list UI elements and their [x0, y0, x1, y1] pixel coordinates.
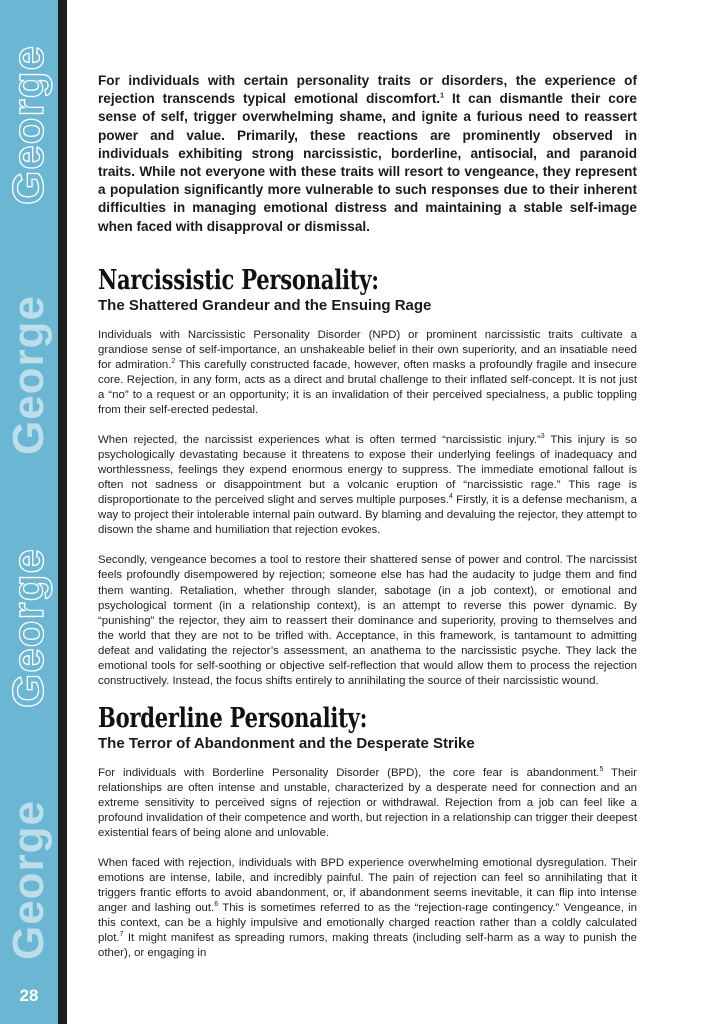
body-paragraph: When faced with rejection, individuals with BPD experience overwhelming emotional dysregulation. Their emotions are intense, labile, and incredibly painful. The pain of rejection can feel so annihilating that it triggers frantic efforts to avoid abandonment, or, if abandonment seems inevitable, it can flip into intense anger and lashing out.$^6$ This is sometimes referred to as the “rejection-rage contingency.” Vengeance, in this context, can be a highly impulsive and emotionally charged reaction rather than a coldly calculated plot.$^7$ It might manifest as spreading rumors, making threats (including self-harm as a way to punish the other), or engaging in [98, 857, 638, 960]
sidebar-edge [58, 0, 67, 1024]
intro-paragraph: For individuals with certain personality traits or disorders, the experience of rejection transcends typical emotional discomfort.$^1$ It can dismantle their core sense of self, trigger overwhelming shame, and ignite a furious need to reassert power and value. Primarily, these reactions are prominently observed in individuals exhibiting strong narcissistic, borderline, antisocial, and paranoid traits. While not everyone with these traits will resort to vengeance, they represent a population significantly more vulnerable to such responses due to their inherent difficulties in managing emotional distress and maintaining a stable self-image when faced with disapproval or dismissal. [98, 73, 637, 234]
footnote-ref: 2 [171, 358, 176, 366]
footnote-ref: 7 [119, 931, 124, 939]
footnote-ref: 5 [599, 766, 604, 774]
body-paragraph: Individuals with Narcissistic Personality Disorder (NPD) or prominent narcissistic traits cultivate a grandiose sense of self-importance, an unshakeable belief in their own superiority, and an insatiable need for admiration.$^2$ This carefully constructed facade, however, often masks a profoundly fragile and insecure core. Rejection, in any form, acts as a direct and brutal challenge to their inflated self-concept. It is not just a “no” to a request or an opportunity; it is an invalidation of their perceived specialness, a public toppling from their self-erected pedestal. [98, 328, 637, 417]
section-borderline [98, 704, 637, 962]
page-content [98, 72, 637, 976]
page-number: 28 [19, 986, 39, 1005]
body-paragraph: For individuals with Borderline Personality Disorder (BPD), the core fear is abandonment.$^5$ Their relationships are often intense and unstable, characterized by a desperate need for connection and an extreme sensitivity to perceived signs of rejection or withdrawal. Rejection from a job can feel like a profound invalidation of their competence and worth, but rejection in a relationship can trigger their deepest existential fears of being alone and unlovable. [98, 766, 637, 840]
body-paragraph: Secondly, vengeance becomes a tool to restore their shattered sense of power and control. The narcissist feels profoundly disempowered by rejection; someone else has had the audacity to judge them and find them wanting. Retaliation, whether through slander, sabotage (in a job context), or emotional and psychological torment (in a relationship context), is an attempt to reverse this power dynamic. By “punishing” the rejector, they aim to reassert their dominance and superiority, proving to themselves and the world that they are not to be trifled with. Acceptance, in this framework, is tantamount to admitting defeat and validating the rejector’s assessment, an anathema to the narcissistic psyche. They lack the emotional tools for self-soothing or objective self-reflection that would allow them to process the rejection constructively. Instead, the focus shifts entirely to annihilating the source of their narcissistic wound. [98, 554, 637, 687]
section-title: Borderline Personality: [98, 702, 368, 734]
watermark-text: George [4, 547, 53, 709]
watermark-text: George [4, 294, 53, 456]
body-paragraph: When rejected, the narcissist experiences what is often termed “narcissistic injury.”$^3$ This injury is so psychologically devastating because it threatens to expose their underlying feelings of inadequacy and worthlessness, feelings they expend enormous energy to suppress. The immediate emotional fallout is often not sadness or disappointment but a volcanic eruption of “narcissistic rage.” This rage is disproportionate to the perceived slight and serves multiple purposes.$^4$ Firstly, it is a defense mechanism, a way to project their intolerable internal pain outward. By blaming and devaluing the rejector, they attempt to disown the shame and humiliation that rejection evokes. [98, 433, 637, 537]
footnote-ref: 3 [540, 433, 545, 441]
footnote-ref: 6 [214, 901, 219, 909]
section-title: Narcissistic Personality: [98, 264, 379, 296]
footnote-ref: 4 [448, 493, 453, 501]
section-narcissistic [98, 266, 637, 689]
section-subtitle: The Shattered Grandeur and the Ensuing Rage [98, 296, 432, 314]
watermark-text: George [4, 799, 53, 961]
section-subtitle: The Terror of Abandonment and the Desperate Strike [98, 734, 475, 752]
footnote-ref: 1 [440, 92, 445, 100]
watermark-text: George [4, 44, 53, 206]
